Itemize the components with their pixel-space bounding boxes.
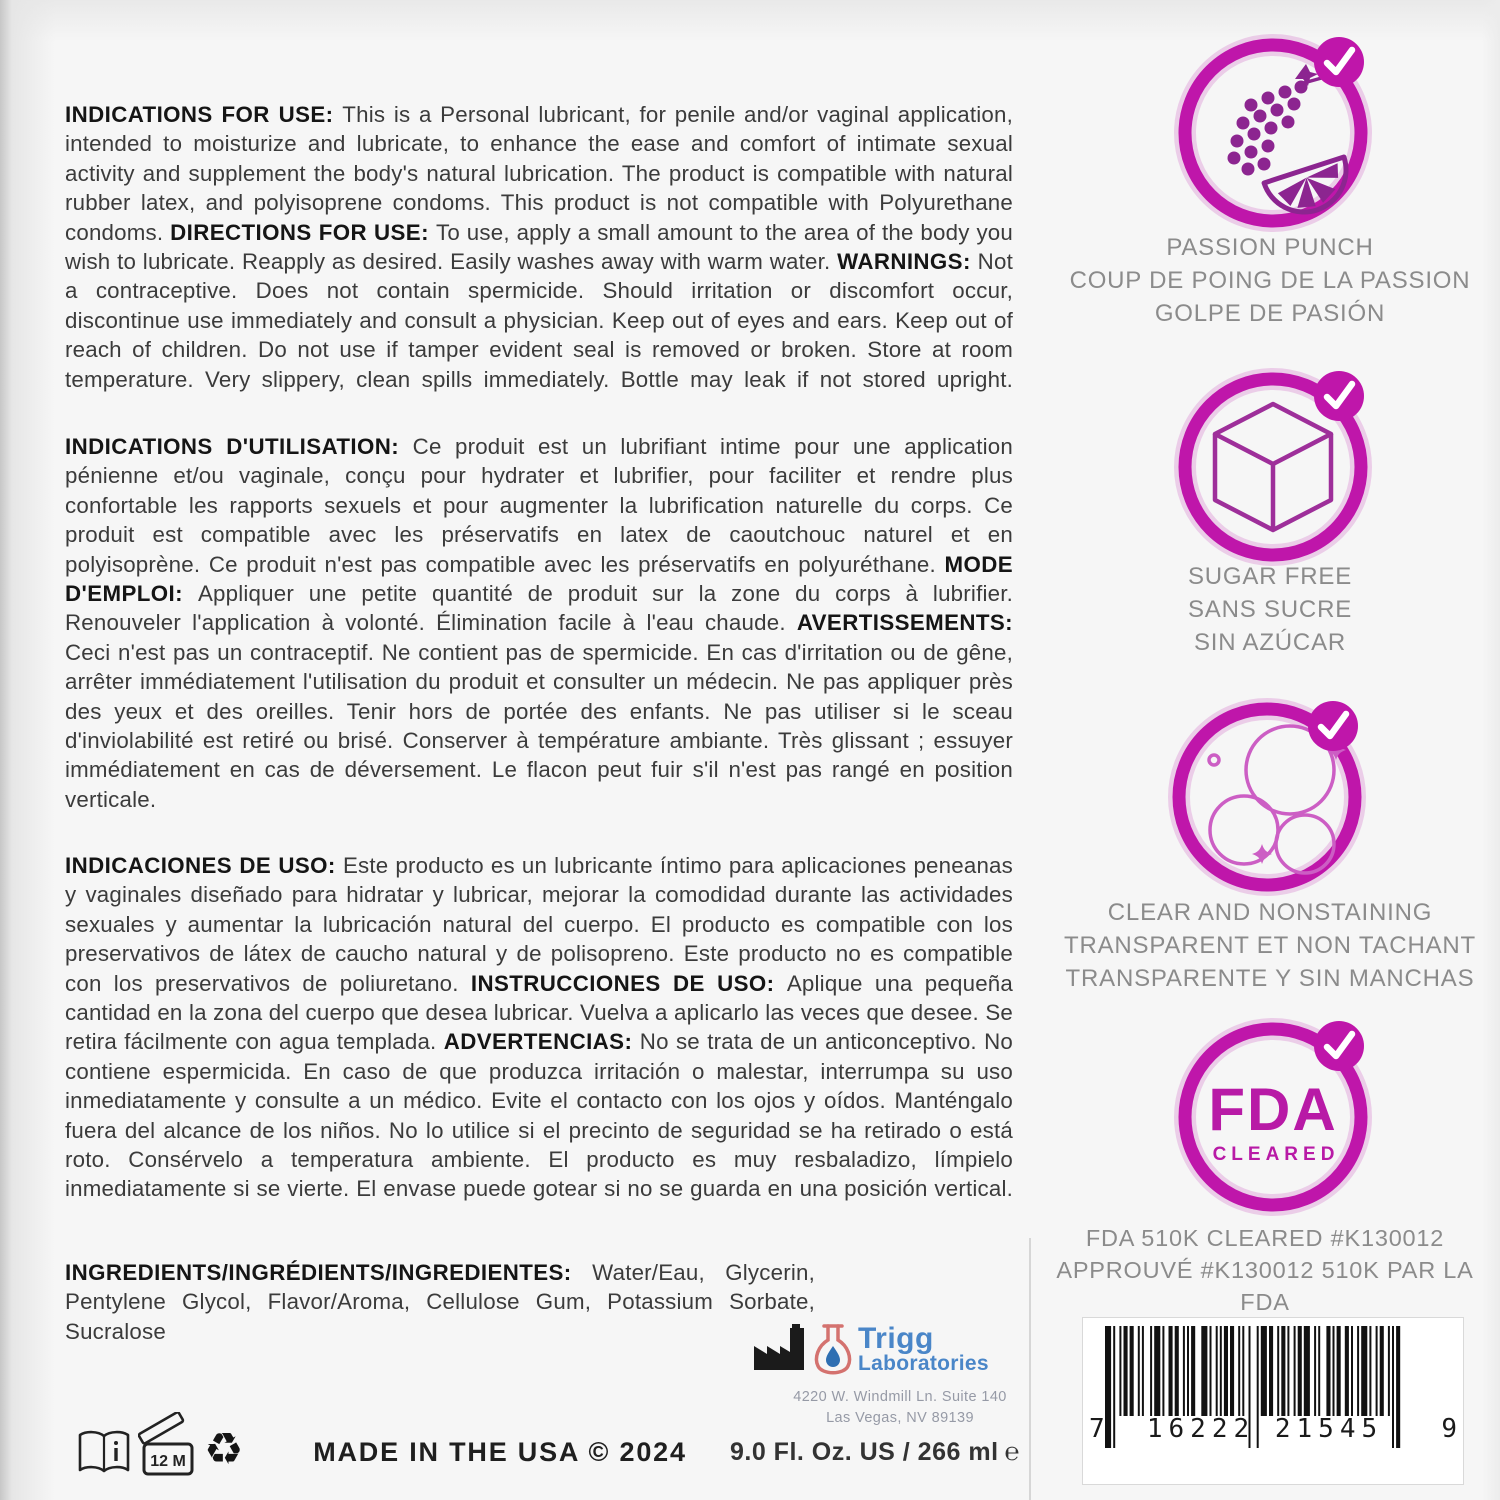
volume-value: 9.0 Fl. Oz. US / 266 ml [729, 1438, 999, 1466]
checkmark-icon [1314, 371, 1364, 421]
checkmark-icon [1314, 1021, 1364, 1071]
barcode-bars [1083, 1318, 1461, 1482]
pao-12m-text: 12 M [150, 1453, 186, 1470]
berries-art [1228, 64, 1319, 176]
flavor-caption [1040, 231, 1500, 330]
address-line-2: Las Vegas, NV 89139 [826, 1410, 974, 1426]
indications-english-paragraph: INDICATIONS FOR USE: This is a Personal lubricant, for penile and/or vaginal application, intended to moisturize and lubricate, to enhance the ease and comfort of intimate sexual activity and supplement the body's natural lubrication. The product is compatible with natural rubber latex, and polyisoprene condoms. This product is not compatible with Polyurethane condoms. DIRECTIONS FOR USE: To use, apply a small amount to the area of the body you wish to lubricate. Reapply as desired. Easily washes away with warm water. WARNINGS: Not a contraceptive. Does not contain spermicide. Should irritation or discomfort occur, discontinue use immediately and consult a physician. Keep out of eyes and ears. Keep out of reach of children. Do not use if tamper evident seal is removed or broken. Store at room temperature. Very slippery, clean spills immediately. Bottle may leak if not stored upright. [65, 102, 1013, 392]
recycle-icon: ♻ [204, 1425, 244, 1474]
sugar-cube-icon [1168, 362, 1378, 572]
barcode-digit-group2: 21545 [1274, 1414, 1384, 1444]
fda-cleared-seal [1168, 1012, 1378, 1222]
bottle-left-edge-shading [0, 0, 55, 1500]
barcode-digit-right: 9 [1441, 1414, 1457, 1444]
sugar-free-caption [1040, 560, 1500, 659]
fda-seal-subtext: CLEARED [1212, 1144, 1340, 1165]
sugar-free-caption-line: SANS SUCRE [1187, 596, 1353, 623]
indications-spanish-paragraph: INDICACIONES DE USO: Este producto es un lubricante íntimo para aplicaciones peneanas y vaginales diseñado para hidratar y lubricar, mejorar la comodidad durante las actividades sexuales y aumentar la lubricación natural del cuerpo. El producto es compatible con los preservativos de látex de caucho natural y de polisopreno. Este producto no es compatible con los preservativos de poliuretano. INSTRUCCIONES DE USO: Aplique una pequeña cantidad en la zona del cuerpo que desea lubricar. Vuelva a aplicarlo las veces que desee. Se retira fácilmente con agua templada. ADVERTENCIAS: No se trata de un anticonceptivo. No contiene espermicida. En caso de que produzca irritación o malestar, interrumpa su uso inmediatamente y consulte a un médico. Evite el contacto con los ojos y oídos. Manténgalo fuera del alcance de los niños. No lo utilice si el precinto de seguridad se ha retirado o está roto. Consérvelo a temperatura ambiente. El producto es muy resbaladizo, límpielo inmediatamente si se vierte. El envase puede gotear si no se guarda en una posición vertical. [65, 853, 1014, 1202]
clear-caption [1040, 896, 1500, 995]
flavor-caption-line: PASSION PUNCH [1166, 234, 1374, 261]
bubbles-icon [1162, 692, 1372, 902]
manufacturer-name: Trigg [858, 1322, 934, 1355]
barcode-digits [1083, 1414, 1463, 1448]
indications-french-paragraph: INDICATIONS D'UTILISATION: Ce produit est un lubrifiant intime pour une application pénienne et/ou vaginale, conçu pour hydrater et lubrifier, pour faciliter et rendre plus confortable les rapports sexuels et pour augmenter la lubrification naturelle du corps. Ce produit est compatible avec les préservatifs en latex de caoutchouc naturel et en polyisoprène. Ce produit n'est pas compatible avec les préservatifs en polyuréthane. MODE D'EMPLOI: Appliquer une petite quantité de produit sur la zone du corps à lubrifier. Renouveler l'application à volonté. Élimination facile à l'eau chaude. AVERTISSEMENTS: Ceci n'est pas un contraceptif. Ne contient pas de spermicide. En cas d'irritation ou de gêne, arrêter immédiatement l'utilisation du produit et consulter un médecin. Ne pas appliquer près des yeux et des oreilles. Tenir hors de portée des enfants. Ne pas utiliser si le sceau d'inviolabilité est retiré ou brisé. Conserver à température ambiante. Très glissant ; essuyer immédiatement en cas de déversement. Le flacon peut fuir s'il n'est pas rangé en position verticale. [65, 434, 1014, 812]
flavor-caption-line: COUP DE POING DE LA PASSION [1069, 267, 1471, 294]
leaflet-icon [76, 1430, 132, 1476]
fda-seal-text: FDA [1208, 1076, 1338, 1143]
clear-caption-line: TRANSPARENT ET NON TACHANT [1064, 932, 1476, 959]
packaging-symbols [76, 1412, 256, 1487]
made-in-usa-text: MADE IN THE USA © 2024 [313, 1437, 687, 1467]
checkmark-icon [1308, 701, 1358, 751]
fda-caption-line: APPROUVÉ #K130012 510K PAR LA FDA [1056, 1257, 1474, 1315]
factory-icon [752, 1324, 810, 1372]
clear-caption-line: TRANSPARENTE Y SIN MANCHAS [1065, 965, 1475, 992]
barcode-digit-group1: 16222 [1146, 1414, 1256, 1444]
address-line-1: 4220 W. Windmill Ln. Suite 140 [793, 1389, 1007, 1405]
sugar-free-caption-line: SIN AZÚCAR [1193, 629, 1347, 656]
manufacturer-name-2: Laboratories [858, 1352, 989, 1375]
barcode-digit-left: 7 [1089, 1414, 1105, 1444]
manufacturer-address [772, 1387, 1028, 1429]
bubbles-art [1209, 726, 1334, 873]
cube-art [1215, 404, 1331, 530]
barcode [1082, 1317, 1464, 1485]
net-volume-text [725, 1438, 1025, 1467]
sugar-free-caption-line: SUGAR FREE [1187, 563, 1353, 590]
pao-12m-icon [138, 1412, 200, 1478]
flask-icon [810, 1320, 856, 1380]
clear-caption-line: CLEAR AND NONSTAINING [1107, 899, 1433, 926]
estimated-sign: ℮ [1004, 1438, 1021, 1466]
fda-caption-line: FDA 510K CLEARED #K130012 [1085, 1225, 1445, 1251]
flavor-caption-line: GOLPE DE PASIÓN [1154, 300, 1386, 327]
checkmark-icon [1314, 37, 1364, 87]
ingredients-paragraph: INGREDIENTS/INGRÉDIENTS/INGREDIENTES: Water/Eau, Glycerin, Pentylene Glycol, Flavor/Aroma, Cellulose Gum, Potassium Sorbate, Sucralose [65, 1260, 815, 1344]
fruit-punch-icon [1168, 28, 1378, 238]
